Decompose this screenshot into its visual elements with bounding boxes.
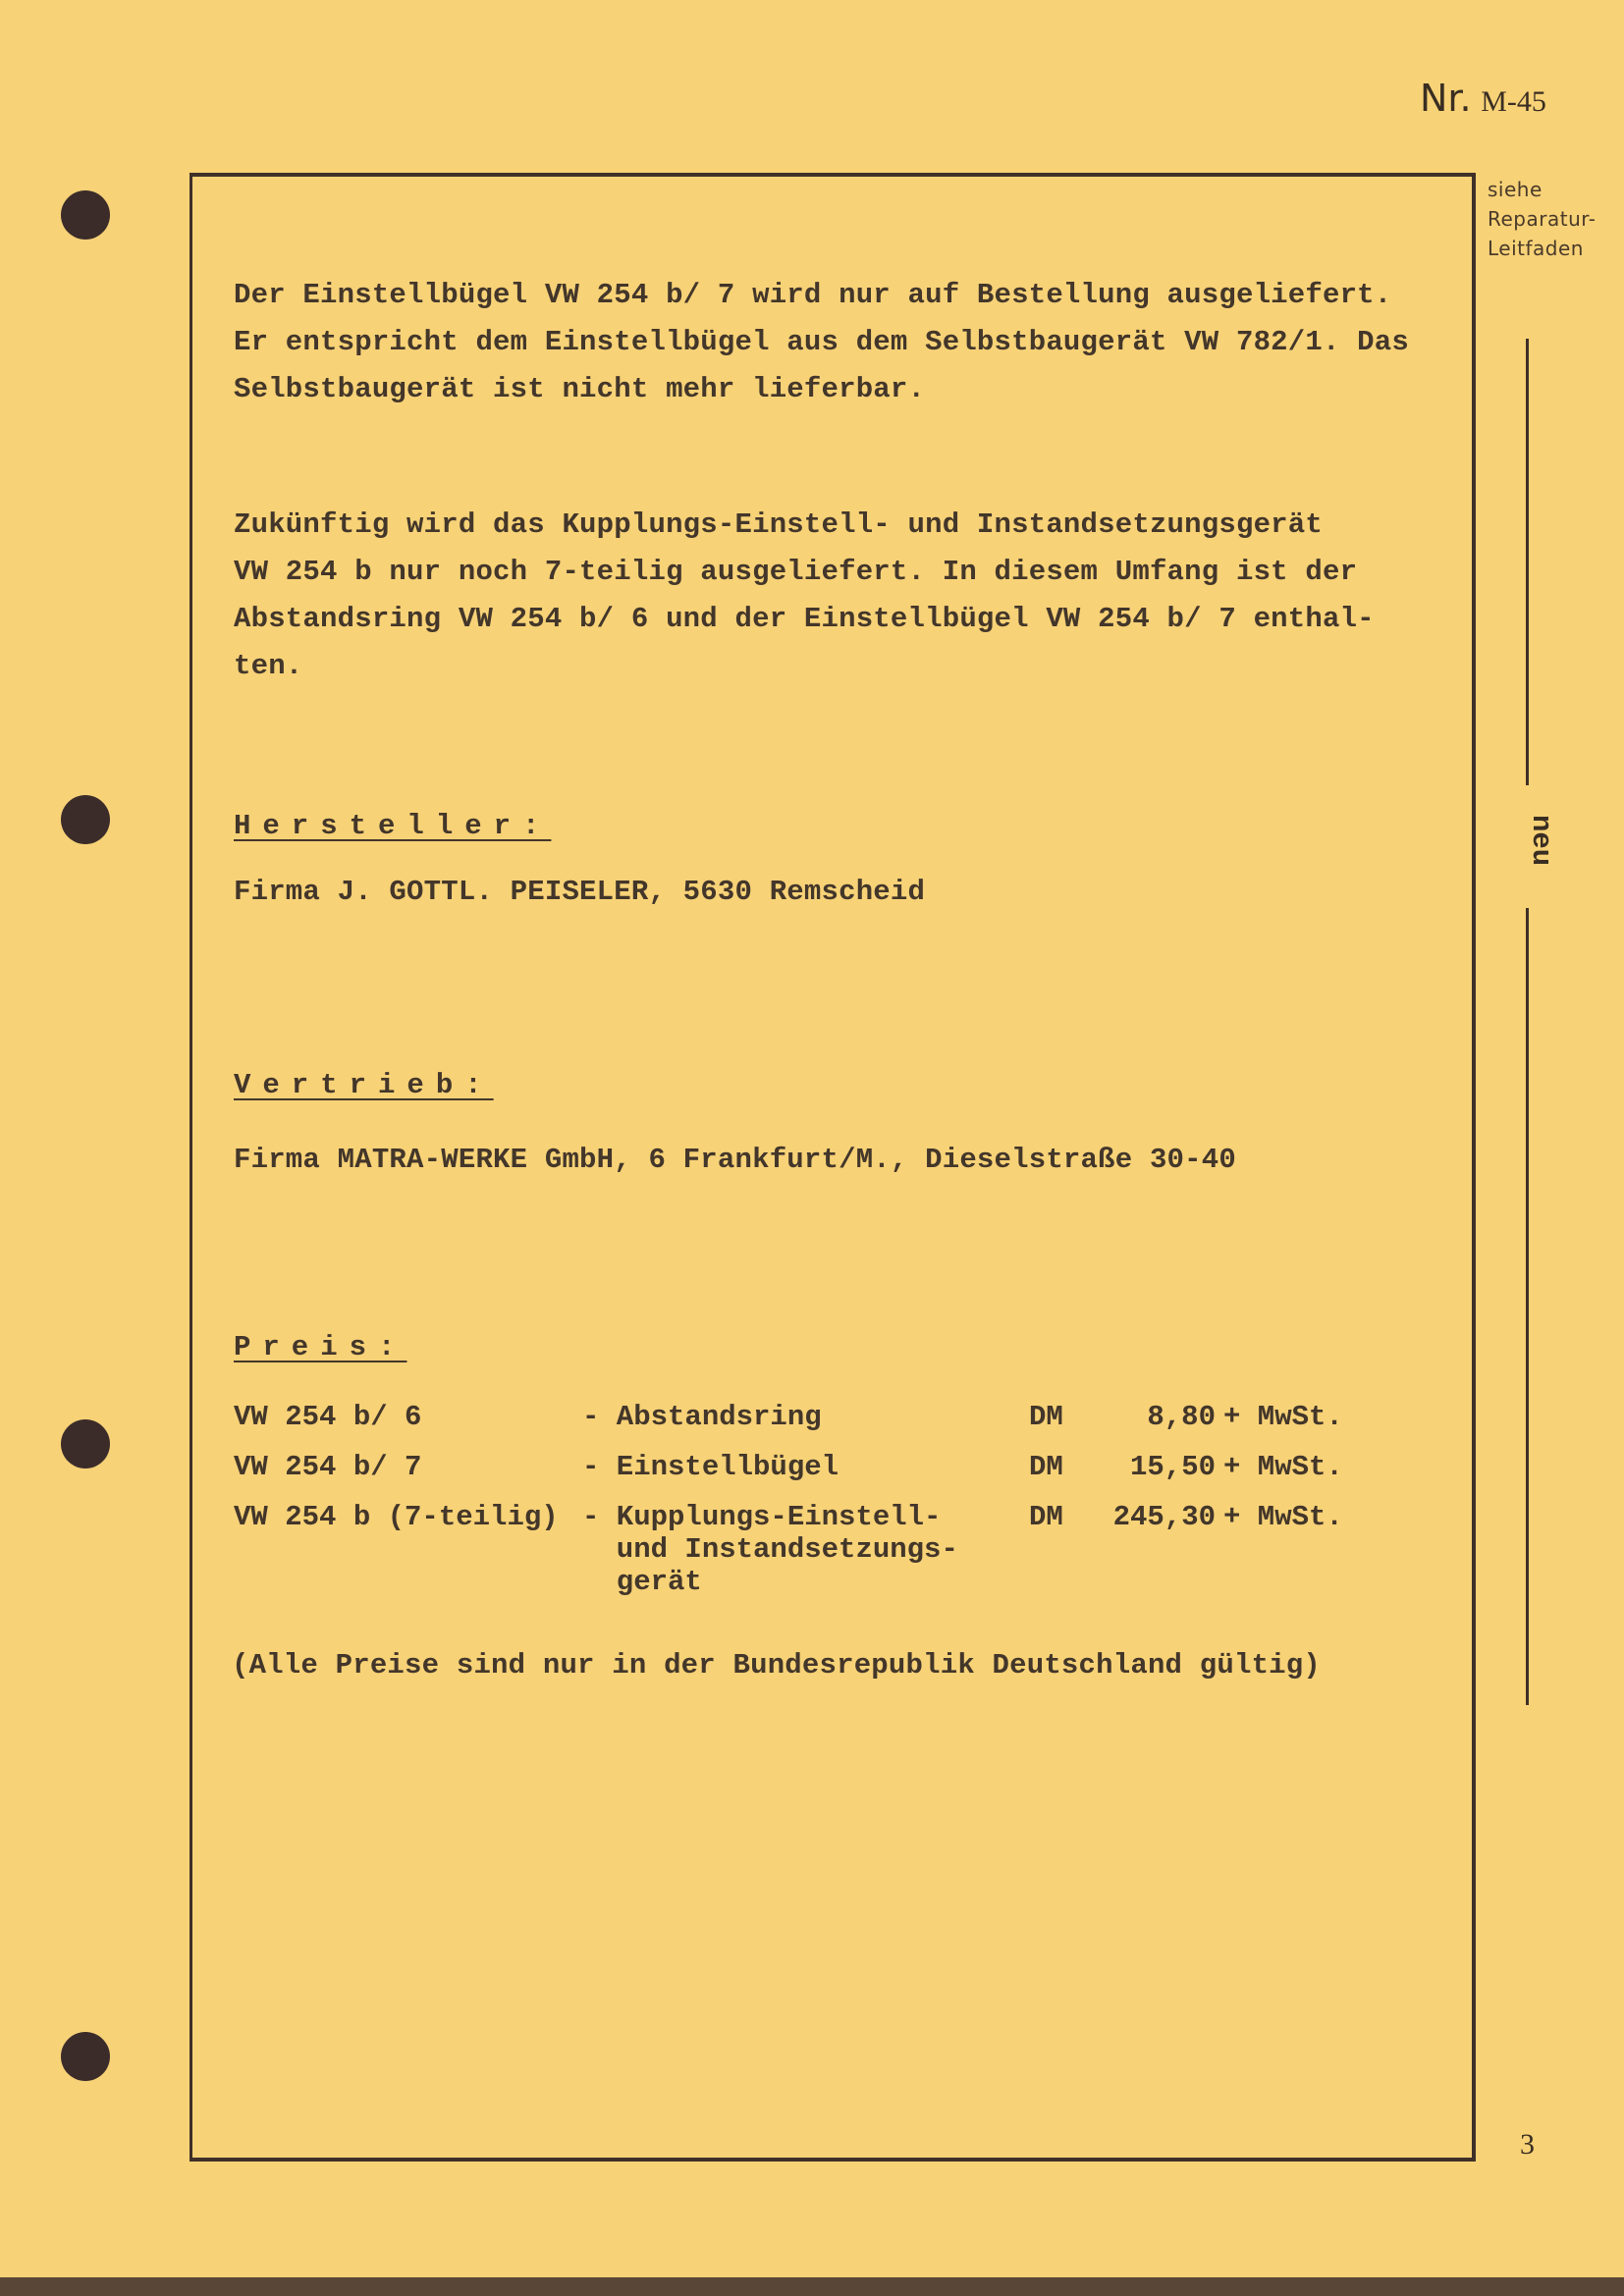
tax-note: + MwSt. [1223,1401,1343,1433]
currency: DM [1029,1501,1063,1533]
document-number [1420,77,1546,120]
currency: DM [1029,1451,1063,1483]
part-number: VW 254 b (7-teilig) [234,1501,559,1533]
tax-note: + MwSt. [1223,1451,1343,1483]
bottom-edge [0,2277,1624,2296]
text-line: Abstandsring VW 254 b/ 6 und der Einstellbügel VW 254 b/ 7 enthal- [234,603,1375,635]
price: 245,30 [1112,1501,1216,1533]
price: 8,80 [1147,1401,1216,1433]
page-number: 3 [1520,2128,1535,2161]
punch-hole [61,795,110,844]
status-neu: neu [1525,815,1557,867]
price: 15,50 [1129,1451,1216,1483]
distribution: Firma MATRA-WERKE GmbH, 6 Frankfurt/M., Dieselstraße 30-40 [234,1144,1236,1176]
paragraph-2 [234,502,1375,690]
price-row [234,1401,1412,1433]
description-line: und Instandsetzungs- [582,1533,958,1566]
note-line: Reparatur- [1488,207,1597,231]
sidebar-note [1488,175,1596,263]
manufacturer: Firma J. GOTTL. PEISELER, 5630 Remscheid [234,876,926,908]
text-line: Er entspricht dem Einstellbügel aus dem Selbstbaugerät VW 782/1. Das [234,326,1409,358]
distribution-heading: Vertrieb: [234,1069,494,1101]
part-number: VW 254 b/ 7 [234,1451,422,1483]
punch-hole [61,2032,110,2081]
description-line: - Kupplungs-Einstell- [582,1501,942,1533]
price-validity-note: (Alle Preise sind nur in der Bundesrepublik Deutschland gültig) [232,1649,1321,1682]
currency: DM [1029,1401,1063,1433]
note-line: Leitfaden [1488,237,1584,260]
change-bar [1526,908,1529,1705]
part-description: - Einstellbügel [582,1451,839,1483]
price-row [234,1501,1412,1598]
text-line: VW 254 b nur noch 7-teilig ausgeliefert. In diesem Umfang ist der [234,556,1358,588]
note-line: siehe [1488,178,1543,201]
change-bar [1526,339,1529,785]
paragraph-1 [234,272,1409,413]
part-description: - Abstandsring [582,1401,822,1433]
description-line: gerät [582,1566,702,1598]
part-description [582,1501,958,1598]
punch-hole [61,1419,110,1468]
text-line: ten. [234,650,303,682]
punch-hole [61,190,110,240]
manufacturer-heading: Hersteller: [234,810,552,842]
nr-value: M-45 [1481,85,1546,118]
text-line: Selbstbaugerät ist nicht mehr lieferbar. [234,373,926,405]
tax-note: + MwSt. [1223,1501,1343,1533]
price-heading: Preis: [234,1331,407,1363]
price-row [234,1451,1412,1483]
nr-label: Nr. [1420,77,1472,120]
text-line: Der Einstellbügel VW 254 b/ 7 wird nur auf Bestellung ausgeliefert. [234,279,1392,311]
text-line: Zukünftig wird das Kupplungs-Einstell- und Instandsetzungsgerät [234,508,1323,541]
part-number: VW 254 b/ 6 [234,1401,422,1433]
